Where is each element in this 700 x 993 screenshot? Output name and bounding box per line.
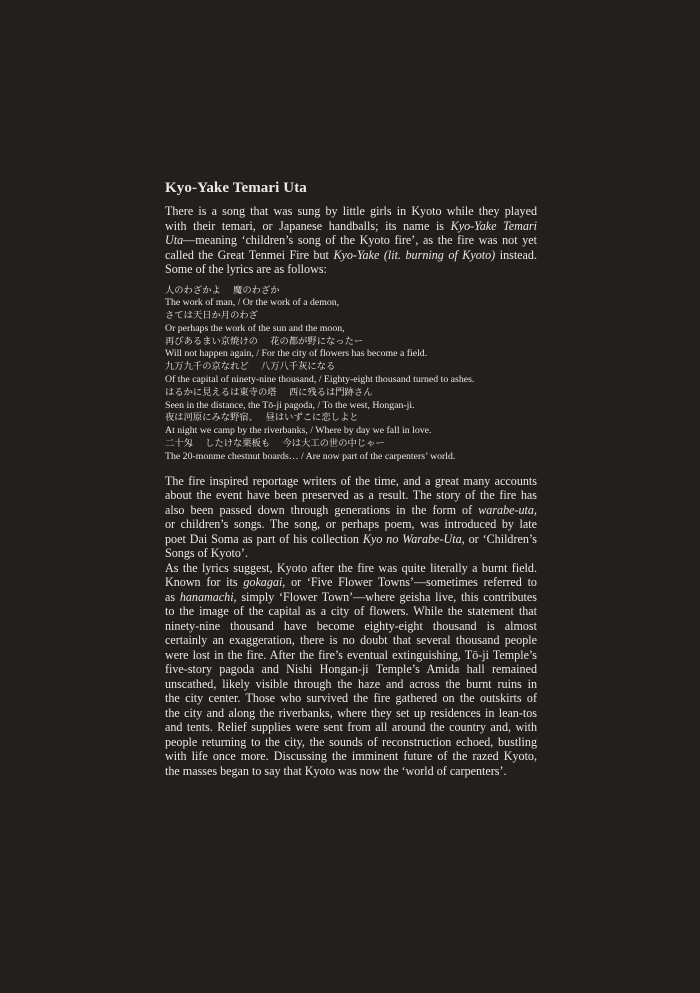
text-line: about the event have been preserved as a result. The story of the fire has [165, 488, 537, 503]
italic-run: warabe-uta, [478, 502, 537, 517]
reportage-paragraph [165, 474, 537, 561]
lyric-japanese: 人のわざかよ 魔のわざか [165, 284, 280, 296]
lyric-english: Of the capital of ninety-nine thousand, / Eighty-eight thousand turned to ashes. [165, 374, 475, 386]
lyric-japanese: さては天日か月のわざ [165, 310, 258, 322]
text-run: —meaning ‘children’s song of the Kyoto fire’, as the fire was not yet [183, 233, 537, 247]
text-run: as [165, 589, 180, 604]
text-line: to the image of the capital as a city of flowers. While the statement that [165, 604, 537, 619]
text-line [165, 575, 537, 590]
text-run: or ‘Children’s [464, 531, 537, 546]
lyric-japanese: 再びあるまい京焼けの 花の都が野になったー [165, 335, 364, 347]
text-line: As the lyrics suggest, Kyoto after the fire was quite literally a burnt field. [165, 560, 537, 575]
text-line [165, 233, 537, 248]
text-line: five-story pagoda and Nishi Hongan-ji Temple’s Amida hall remained [165, 662, 537, 677]
text-line: the masses began to say that Kyoto was now the ‘world of carpenters’. [165, 763, 507, 778]
text-line: Songs of Kyoto’. [165, 546, 248, 561]
text-line: certainly an exaggeration, there is no doubt that several thousand people [165, 633, 537, 648]
aftermath-paragraph [165, 561, 537, 779]
text-line [165, 219, 537, 234]
text-line: ninety-nine thousand have become eighty-eight thousand is almost [165, 618, 537, 633]
text-run: Known for its [165, 575, 244, 590]
italic-run: hanamachi, [179, 589, 237, 604]
text-line: The fire inspired reportage writers of the time, and a great many accounts [165, 473, 537, 488]
italic-run: gokagai, [243, 575, 286, 590]
italic-run: Kyo-Yake Temari [450, 218, 538, 233]
italic-run: Kyo-Yake (lit. burning of Kyoto) [333, 247, 496, 262]
text-line [165, 590, 537, 605]
text-run: or ‘Five Flower Towns’—sometimes referred to [285, 575, 537, 590]
intro-paragraph [165, 204, 537, 277]
text-line [165, 248, 537, 263]
lyric-japanese: 夜は河原にみな野宿、 昼はいずこに恋しよと [165, 412, 359, 424]
italic-run: Uta [165, 233, 184, 247]
lyric-english: Or perhaps the work of the sun and the moon, [165, 322, 345, 334]
lyric-english: The work of man, / Or the work of a demon, [165, 297, 340, 309]
text-line: Some of the lyrics are as follows: [165, 262, 327, 276]
article-title: Kyo-Yake Temari Uta [165, 180, 307, 196]
lyric-english: Will not happen again, / For the city of flowers has become a field. [165, 348, 428, 360]
lyrics-block [165, 285, 537, 464]
text-line: people returning to the city, the sounds of reconstruction echoed, bustling [165, 734, 537, 749]
text-line: and tents. Relief supplies were sent from all around the country and, with [165, 720, 537, 735]
text-line: the city center. Those who survived the fire gathered on the outskirts of [165, 691, 537, 706]
text-run: poet Dai Soma as part of his collection [165, 531, 363, 546]
lyric-english: Seen in the distance, the Tō-ji pagoda, / To the west, Hongan-ji. [165, 399, 415, 411]
article [165, 178, 537, 778]
lyric-japanese: 二十匁 したけな栗板も 今は大工の世の中じゃー [165, 438, 385, 450]
text-run: instead. [495, 247, 537, 262]
text-line: the city and along the riverbanks, where they set up residences in lean-tos [165, 705, 537, 720]
text-run: called the Great Tenmei Fire but [165, 247, 334, 262]
text-line: were lost in the fire. After the fire’s eventual extinguishing, Tō-ji Temple’s [165, 647, 537, 662]
text-line [165, 503, 537, 518]
lyric-english: The 20-monme chestnut boards… / Are now part of the carpenters’ world. [165, 450, 456, 462]
text-run: simply ‘Flower Town’—where geisha live, this contributes [236, 589, 537, 604]
text-run: also been passed down through generations in the form of [165, 502, 479, 517]
lyric-japanese: 九万九千の京なれど 八万八千灰になる [165, 361, 336, 373]
text-run: with their temari, or Japanese handballs; its name is [165, 218, 451, 233]
lyric-japanese: はるかに見えるは東寺の塔 西に残るは門跡さん [165, 386, 373, 398]
text-line [165, 532, 537, 547]
italic-run: Kyo no Warabe-Uta, [362, 531, 465, 546]
text-line: with life once more. Discussing the imminent future of the razed Kyoto, [165, 749, 537, 764]
text-line: or children’s songs. The song, or perhaps poem, was introduced by late [165, 517, 537, 532]
text-line: There is a song that was sung by little girls in Kyoto while they played [165, 204, 537, 218]
text-line: unscathed, likely visible through the haze and across the burnt ruins in [165, 676, 537, 691]
lyric-english: At night we camp by the riverbanks, / Where by day we fall in love. [165, 425, 432, 437]
